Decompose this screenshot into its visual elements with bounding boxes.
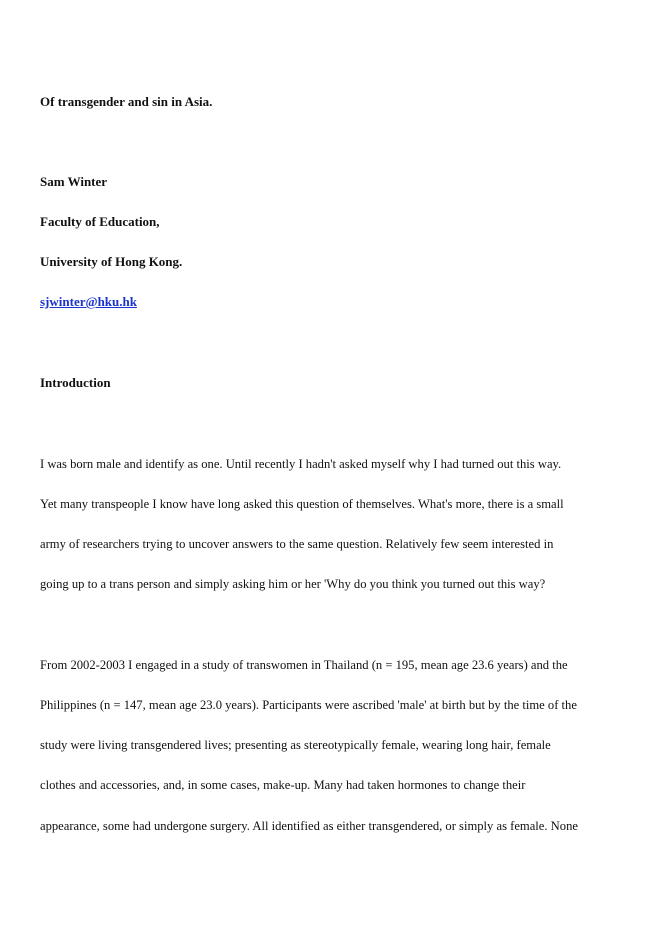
paragraph1-line: army of researchers trying to uncover answers to the same question. Relatively few seem interested in <box>40 537 554 551</box>
paragraph2-line: From 2002-2003 I engaged in a study of transwomen in Thailand (n = 195, mean age 23.6 years) and the <box>40 658 568 672</box>
paragraph1-line: going up to a trans person and simply asking him or her 'Why do you think you turned out this way? <box>40 577 546 591</box>
section-heading-introduction: Introduction <box>40 375 111 390</box>
paragraph1-line: Yet many transpeople I know have long asked this question of themselves. What's more, there is a small <box>40 497 564 511</box>
paragraph2-line: clothes and accessories, and, in some cases, make-up. Many had taken hormones to change their <box>40 778 526 792</box>
author-email-link[interactable]: sjwinter@hku.hk <box>40 294 137 309</box>
paragraph2-line: Philippines (n = 147, mean age 23.0 years). Participants were ascribed 'male' at birth but by the time of the <box>40 698 577 712</box>
paragraph2-line: study were living transgendered lives; presenting as stereotypically female, wearing long hair, female <box>40 738 551 752</box>
paragraph2-line: appearance, some had undergone surgery. All identified as either transgendered, or simply as female. None <box>40 819 578 833</box>
author-university: University of Hong Kong. <box>40 254 183 269</box>
author-faculty: Faculty of Education, <box>40 214 160 229</box>
author-name: Sam Winter <box>40 174 108 189</box>
paragraph1-line: I was born male and identify as one. Until recently I hadn't asked myself why I had turned out this way. <box>40 457 562 471</box>
document-title: Of transgender and sin in Asia. <box>40 94 213 109</box>
